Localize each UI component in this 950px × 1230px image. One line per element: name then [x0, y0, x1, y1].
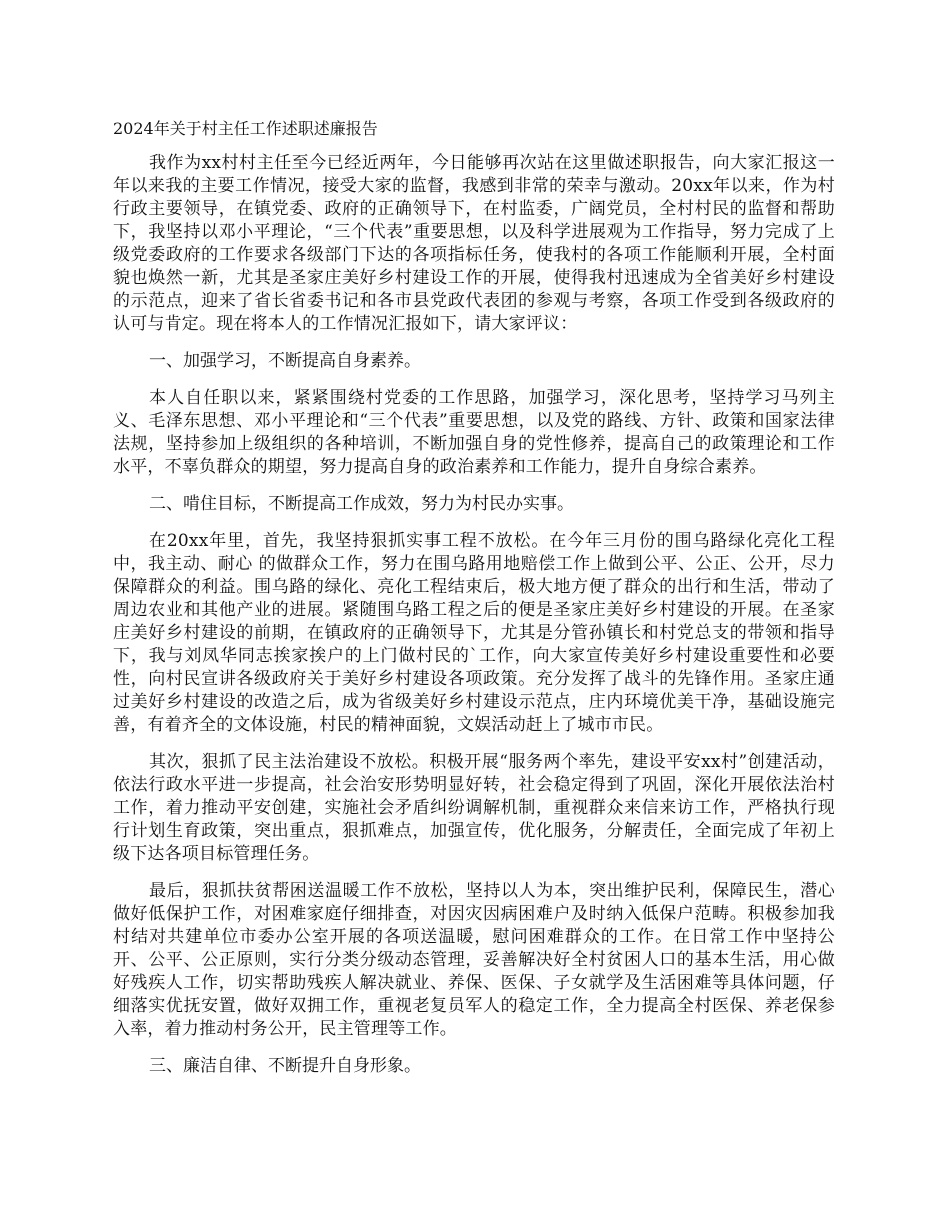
paragraph-first: 在20xx年里，首先，我坚持狠抓实事工程不放松。在今年三月份的围乌路绿化亮化工程中，我主动、耐心 的做群众工作，努力在围乌路用地赔偿工作上做到公平、公正、公开，尽力保障群众的利益。围乌路的绿化、亮化工程结束后，极大地方便了群众的出行和生活，带动了周边农业和其他产业的进展。紧随围乌路工程之后的便是圣家庄美好乡村建设的开展。在圣家庄美好乡村建设的前期，在镇政府的正确领导下，尤其是分管孙镇长和村党总支的带领和指导下，我与刘凤华同志挨家挨户的上门做村民的`工作，向大家宣传美好乡村建设重要性和必要性，向村民宣讲各级政府关于美好乡村建设各项政策。充分发挥了战斗的先锋作用。圣家庄通过美好乡村建设的改造之后，成为省级美好乡村建设示范点，庄内环境优美干净，基础设施完善，有着齐全的文体设施，村民的精神面貌，文娱活动赶上了城市市民。 — [113, 531, 835, 735]
paragraph-last: 最后，狠抓扶贫帮困送温暖工作不放松，坚持以人为本，突出维护民利，保障民生，潜心做好低保护工作，对困难家庭仔细排查，对因灾因病困难户及时纳入低保户范畴。积极参加我村结对共建单位市委办公室开展的各项送温暖，慰问困难群众的工作。在日常工作中坚持公开、公平、公正原则，实行分类分级动态管理，妥善解决好全村贫困人口的基本生活，用心做好残疾人工作，切实帮助残疾人解决就业、养保、医保、子女就学及生活困难等具体问题，仔细落实优抚安置，做好双拥工作，重视老复员军人的稳定工作，全力提高全村医保、养老保参入率，着力推动村务公开，民主管理等工作。 — [113, 881, 835, 1039]
paragraph-second: 其次，狠抓了民主法治建设不放松。积极开展“服务两个率先，建设平安xx村”创建活动，依法行政水平进一步提高，社会治安形势明显好转，社会稳定得到了巩固，深化开展依法治村工作，着力推动平安创建，实施社会矛盾纠纷调解机制，重视群众来信来访工作，严格执行现行计划生育政策，突出重点，狠抓难点，加强宣传，优化服务，分解责任，全面完成了年初上级下达各项目标管理任务。 — [113, 752, 835, 864]
paragraph-study: 本人自任职以来，紧紧围绕村党委的工作思路，加强学习，深化思考，坚持学习马列主义、毛泽东思想、邓小平理论和“三个代表”重要思想，以及党的路线、方针、政策和国家法律法规，坚持参加上级组织的各种培训，不断加强自身的党性修养，提高自己的政策理论和工作水平，不辜负群众的期望，努力提高自身的政治素养和工作能力，提升自身综合素养。 — [113, 388, 835, 477]
paragraph-intro: 我作为xx村村主任至今已经近两年，今日能够再次站在这里做述职报告，向大家汇报这一年以来我的主要工作情况，接受大家的监督，我感到非常的荣幸与激动。20xx年以来，作为村行政主要领导，在镇党委、政府的正确领导下，在村监委，广阔党员，全村村民的监督和帮助下，我坚持以邓小平理论，“三个代表”重要思想，以及科学进展观为工作指导，努力完成了上级党委政府的工作要求各级部门下达的各项指标任务，使我村的各项工作能顺利开展，全村面貌也焕然一新，尤其是圣家庄美好乡村建设工作的开展，使得我村迅速成为全省美好乡村建设的示范点，迎来了省长省委书记和各市县党政代表团的参观与考察，各项工作受到各级政府的认可与肯定。现在将本人的工作情况汇报如下，请大家评议： — [113, 153, 835, 334]
document-title: 2024年关于村主任工作述职述廉报告 — [113, 119, 378, 138]
section-heading-3: 三、廉洁自律、不断提升自身形象。 — [149, 1056, 421, 1076]
document-page — [113, 118, 835, 1092]
section-heading-2: 二、啃住目标，不断提高工作成效，努力为村民办实事。 — [149, 494, 574, 514]
section-heading-1: 一、加强学习，不断提高自身素养。 — [149, 351, 421, 371]
